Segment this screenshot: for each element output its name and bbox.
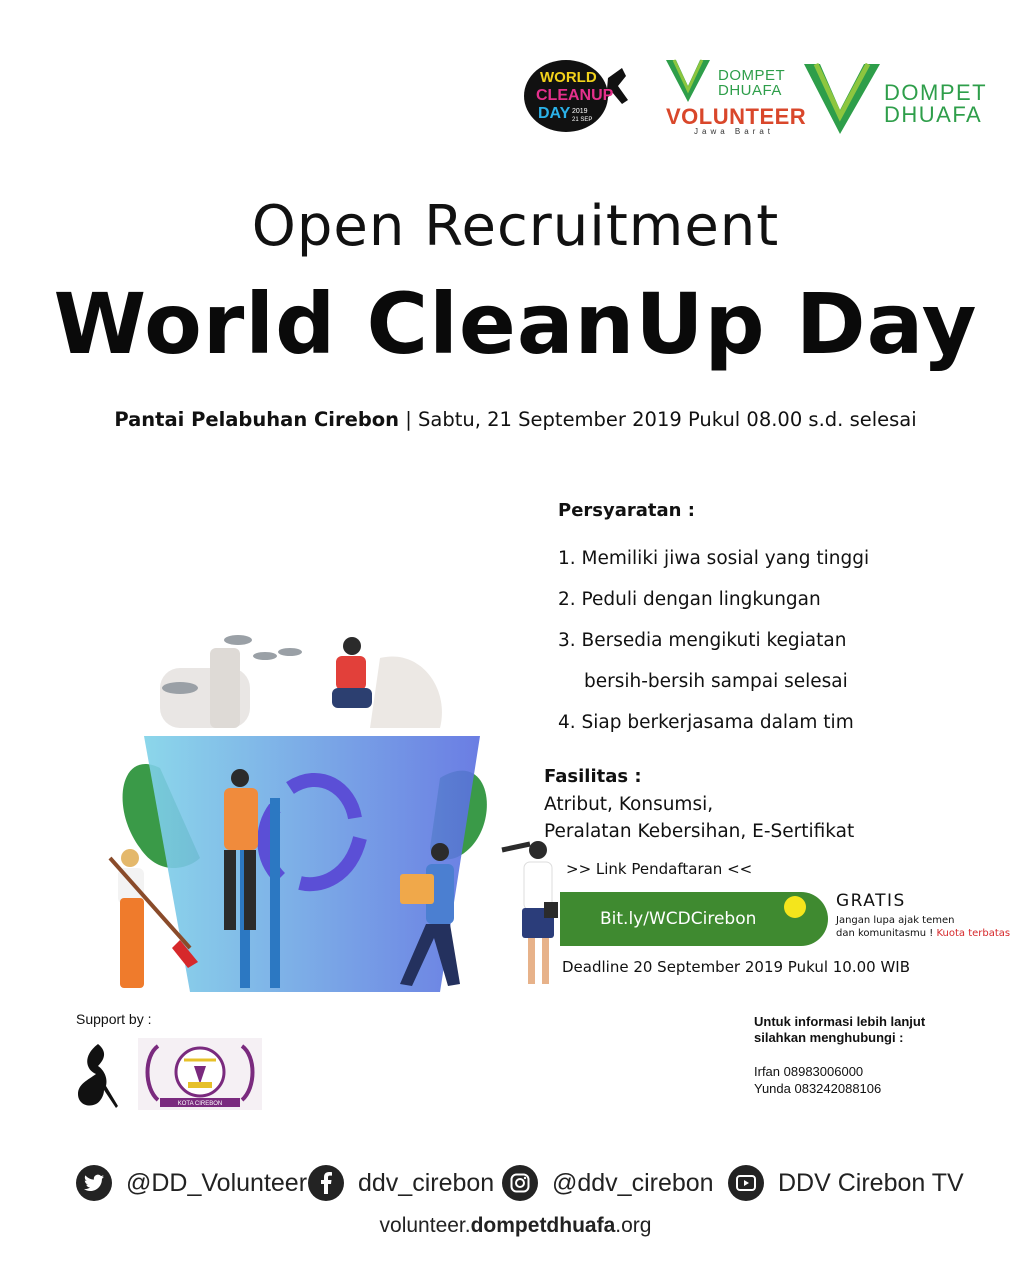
contact-heading-line: silahkan menghubungi : [754,1030,904,1045]
svg-text:2019: 2019 [572,108,588,115]
social-twitter[interactable] [76,1164,307,1202]
svg-text:CLEANUP: CLEANUP [536,87,614,104]
dompet-dhuafa-logo: DOMPET DHUAFA [802,58,992,138]
svg-text:WORLD: WORLD [540,69,597,86]
requirement-item: 3. Bersedia mengikuti kegiatan [558,630,847,651]
event-details [0,406,1031,434]
twitter-handle[interactable]: @DD_Volunteer [126,1168,308,1197]
dompet-dhuafa-volunteer-logo: DOMPET DHUAFA VOLUNTEER Jawa Barat [664,56,796,136]
requirement-item: 1. Memiliki jiwa sosial yang tinggi [558,548,870,569]
social-facebook[interactable] [308,1164,494,1202]
svg-text:21 SEP: 21 SEP [572,117,593,123]
tunas-kelapa-logo [74,1040,120,1110]
registration-link[interactable] [560,892,828,946]
registration-link-text[interactable]: Bit.ly/WCDCirebon [600,909,757,929]
support-label: Support by : [76,1011,152,1027]
invite-note [836,914,1010,940]
facilities-line: Atribut, Konsumsi, [544,794,714,815]
website-suffix[interactable]: .org [615,1214,652,1237]
price-label: GRATIS [836,891,906,911]
facebook-handle[interactable]: ddv_cirebon [358,1168,495,1197]
requirement-item: 2. Peduli dengan lingkungan [558,589,821,610]
website-domain[interactable]: dompetdhuafa [470,1214,616,1237]
title-open-recruitment: Open Recruitment [251,194,780,259]
invite-note-line: Jangan lupa ajak temen [836,915,955,926]
dot-icon [784,896,806,918]
website-prefix[interactable]: volunteer. [379,1214,471,1237]
contact-list [754,1063,881,1097]
event-separator: | [405,408,412,431]
svg-text:KOTA CIREBON: KOTA CIREBON [177,1101,223,1107]
title-world-cleanup-day: World CleanUp Day [53,275,978,373]
website-link[interactable] [0,1212,1031,1240]
kota-cirebon-logo [138,1038,262,1110]
invite-note-line: dan komunitasmu ! [836,928,934,939]
contact-heading [754,1014,925,1046]
contact-person: Yunda 083242088106 [754,1081,882,1096]
deadline-text: Deadline 20 September 2019 Pukul 10.00 WIB [562,958,911,976]
youtube-icon [728,1165,764,1201]
contact-heading-line: Untuk informasi lebih lanjut [754,1014,926,1029]
quota-note: Kuota terbatas [936,928,1011,939]
requirements-heading: Persyaratan : [558,500,695,521]
facebook-icon [308,1165,344,1201]
twitter-icon [76,1165,112,1201]
telescope-woman-illustration [500,834,564,990]
facilities-line: Peralatan Kebersihan, E-Sertifikat [544,821,855,842]
facilities-heading: Fasilitas : [544,766,642,787]
youtube-channel[interactable]: DDV Cirebon TV [778,1168,964,1197]
cleanup-illustration [100,628,560,994]
world-cleanup-day-logo [522,58,638,134]
registration-label: >> Link Pendaftaran << [566,860,753,878]
social-youtube[interactable] [728,1164,964,1202]
svg-text:DAY: DAY [538,105,571,122]
event-location: Pantai Pelabuhan Cirebon [114,408,400,431]
requirements-list [558,538,869,743]
instagram-handle[interactable]: @ddv_cirebon [552,1168,714,1197]
social-instagram[interactable] [502,1164,714,1202]
event-schedule: Sabtu, 21 September 2019 Pukul 08.00 s.d. selesai [418,408,917,431]
contact-person: Irfan 08983006000 [754,1064,864,1079]
requirement-item: 4. Siap berkerjasama dalam tim [558,712,854,733]
requirement-item: bersih-bersih sampai selesai [584,671,848,692]
instagram-icon [502,1165,538,1201]
